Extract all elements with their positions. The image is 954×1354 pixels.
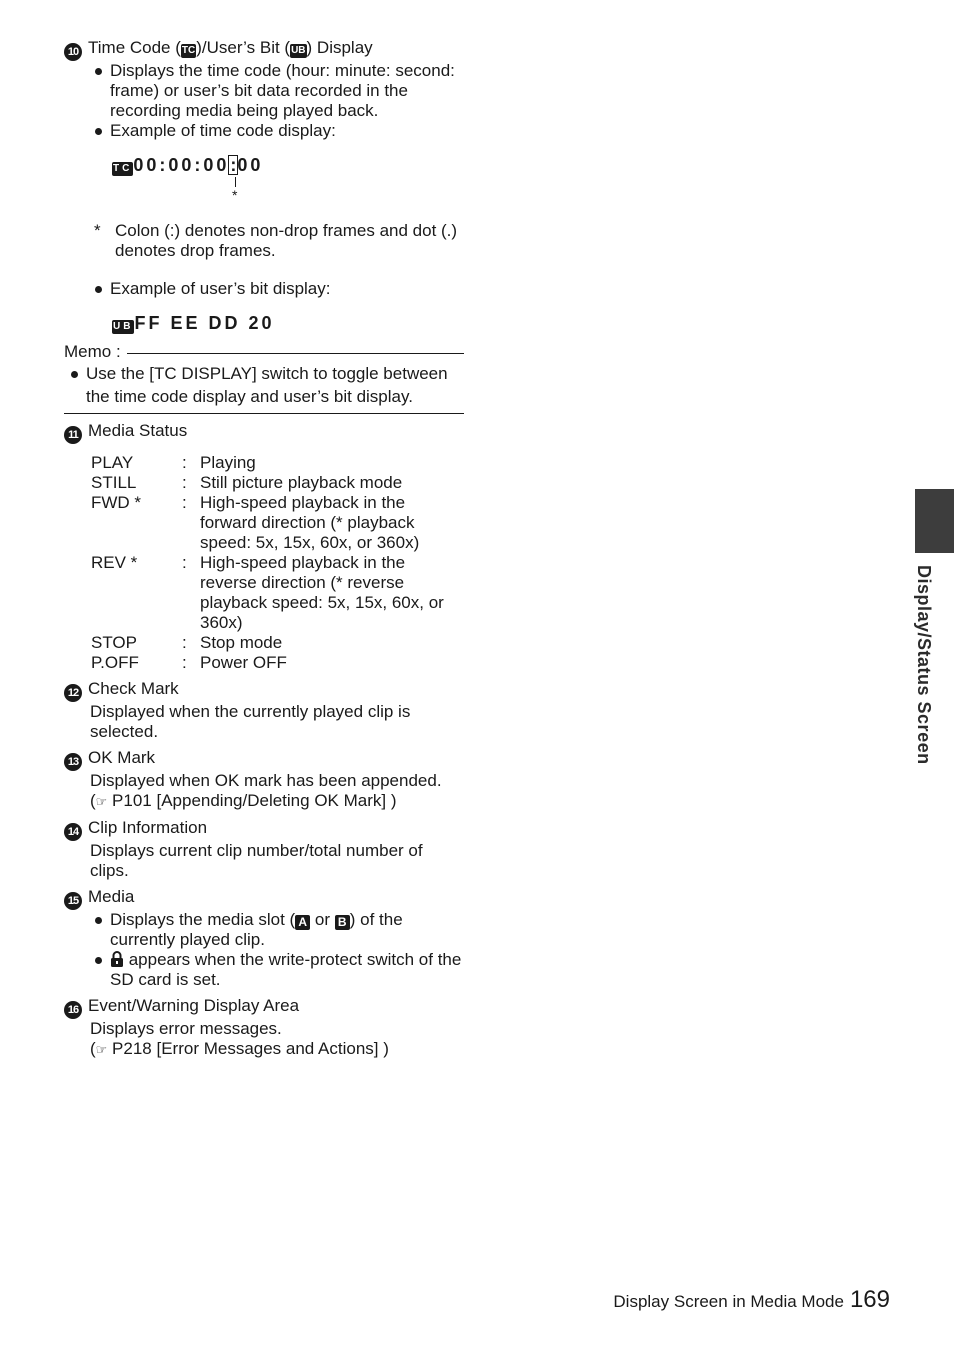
tc-badge-icon: TC (181, 45, 196, 56)
memo-label: Memo : (64, 342, 121, 361)
memo-body: Use the [TC DISPLAY] switch to toggle between the time code display and user’s bit display. (64, 362, 464, 414)
slot-b-icon: B (335, 915, 350, 930)
ub-badge-icon: UB (113, 321, 134, 332)
title-text-pre: Time Code ( (88, 38, 181, 57)
status-colon: : (182, 473, 187, 492)
section-media (64, 887, 464, 990)
tc-digits-a: 00:00:00 (133, 155, 230, 175)
media-status-table (91, 453, 464, 673)
check-mark-title: Check Mark (88, 679, 179, 698)
media-bullet-1 (64, 910, 464, 950)
event-reference (64, 1039, 464, 1060)
side-tab-marker (915, 489, 954, 553)
colon-note (64, 221, 464, 261)
tc-bullet-1: Displays the time code (hour: minute: second: frame) or user’s bit data recorded in the recording media being played back. (64, 61, 464, 121)
status-colon: : (182, 633, 187, 652)
status-key: FWD * (91, 493, 142, 512)
section-title-media-status (64, 421, 464, 444)
table-row (91, 653, 464, 673)
status-colon: : (182, 453, 187, 472)
status-colon: : (182, 493, 187, 512)
ref-link-p101[interactable]: P101 [Appending/Deleting OK Mark] ) (107, 791, 397, 810)
section-number-12: 12 (64, 684, 82, 702)
clip-info-title: Clip Information (88, 818, 208, 837)
ok-mark-reference (64, 791, 464, 812)
status-value: Playing (200, 453, 256, 472)
status-value: High-speed playback in the forward direction (* playback speed: 5x, 15x, 60x, or 360x) (200, 493, 420, 552)
status-key: PLAY (91, 453, 134, 472)
title-text-post: ) Display (306, 38, 373, 57)
section-title-event-warning (64, 996, 464, 1019)
section-clip-info (64, 818, 464, 881)
tc-bullet-3: Example of user’s bit display: (64, 279, 464, 299)
time-code-display (112, 155, 263, 176)
ub-digits: FF EE DD 20 (134, 313, 275, 333)
media-b1-or: or (310, 910, 335, 929)
memo-header (64, 342, 464, 362)
memo-rule (127, 353, 464, 354)
ref-link-p218[interactable]: P218 [Error Messages and Actions] ) (107, 1039, 389, 1058)
ub-badge-icon: UB (291, 45, 306, 56)
ok-mark-desc: Displayed when OK mark has been appended. (90, 771, 442, 790)
media-b1-pre: Displays the media slot ( (110, 910, 296, 929)
reference-hand-icon: ☞ (95, 1042, 108, 1057)
section-title-ok-mark (64, 748, 464, 771)
event-title: Event/Warning Display Area (88, 996, 300, 1015)
clip-info-desc: Displays current clip number/total number of clips. (90, 841, 423, 880)
media-status-title: Media Status (88, 421, 188, 440)
slot-a-icon: A (295, 915, 310, 930)
section-event-warning (64, 996, 464, 1060)
ok-mark-title: OK Mark (88, 748, 156, 767)
tc-bullet-2: Example of time code display: (64, 121, 464, 141)
tc-digits-b: 00 (237, 155, 264, 175)
section-title-time-code (64, 38, 464, 61)
check-mark-desc: Displayed when the currently played clip is selected. (90, 702, 411, 741)
ref-open: ( (90, 791, 96, 810)
section-title-media (64, 887, 464, 910)
lock-icon (110, 951, 124, 967)
note-star: * (94, 221, 101, 240)
section-number-15: 15 (64, 892, 82, 910)
reference-hand-icon: ☞ (95, 794, 108, 809)
table-row (91, 633, 464, 653)
status-value: Still picture playback mode (200, 473, 403, 492)
section-number-10: 10 (64, 43, 82, 61)
media-title: Media (88, 887, 135, 906)
media-b2-text: appears when the write-protect switch of the SD card is set. (110, 950, 462, 989)
status-value: High-speed playback in the reverse direction (* reverse playback speed: 5x, 15x, 60x, or 360x) (200, 553, 444, 632)
section-title-check-mark (64, 679, 464, 702)
event-desc: Displays error messages. (90, 1019, 282, 1038)
media-b1-post: ) of the currently played clip. (110, 910, 403, 949)
ref-open: ( (90, 1039, 96, 1058)
status-value: Stop mode (200, 633, 283, 652)
section-number-16: 16 (64, 1001, 82, 1019)
section-number-13: 13 (64, 753, 82, 771)
section-number-11: 11 (64, 426, 82, 444)
tc-badge-icon: TC (113, 163, 133, 174)
time-code-example (112, 155, 464, 217)
section-check-mark (64, 679, 464, 742)
section-title-clip-info (64, 818, 464, 841)
ub-display (112, 313, 464, 334)
page-footer (613, 1286, 890, 1313)
status-key: STOP (91, 633, 137, 652)
media-bullet-2 (64, 950, 464, 990)
page-number: 169 (849, 1286, 890, 1313)
status-value: Power OFF (200, 653, 287, 672)
table-row (91, 473, 464, 493)
status-colon: : (182, 553, 187, 572)
status-key: STILL (91, 473, 137, 492)
status-colon: : (182, 653, 187, 672)
section-ok-mark (64, 748, 464, 812)
content-column (64, 38, 464, 1060)
table-row (91, 553, 464, 633)
table-row (91, 493, 464, 553)
footer-title: Display Screen in Media Mode (613, 1292, 844, 1311)
note-text: Colon (:) denotes non-drop frames and dot (.) denotes drop frames. (115, 221, 458, 260)
title-text-mid: )/User’s Bit ( (196, 38, 291, 57)
section-number-14: 14 (64, 823, 82, 841)
table-row (91, 453, 464, 473)
status-key: REV * (91, 553, 138, 572)
side-section-label: Display/Status Screen (914, 565, 934, 765)
tc-pointer-star: * (232, 187, 238, 203)
tc-boxed-colon: : (230, 155, 237, 175)
status-key: P.OFF (91, 653, 139, 672)
